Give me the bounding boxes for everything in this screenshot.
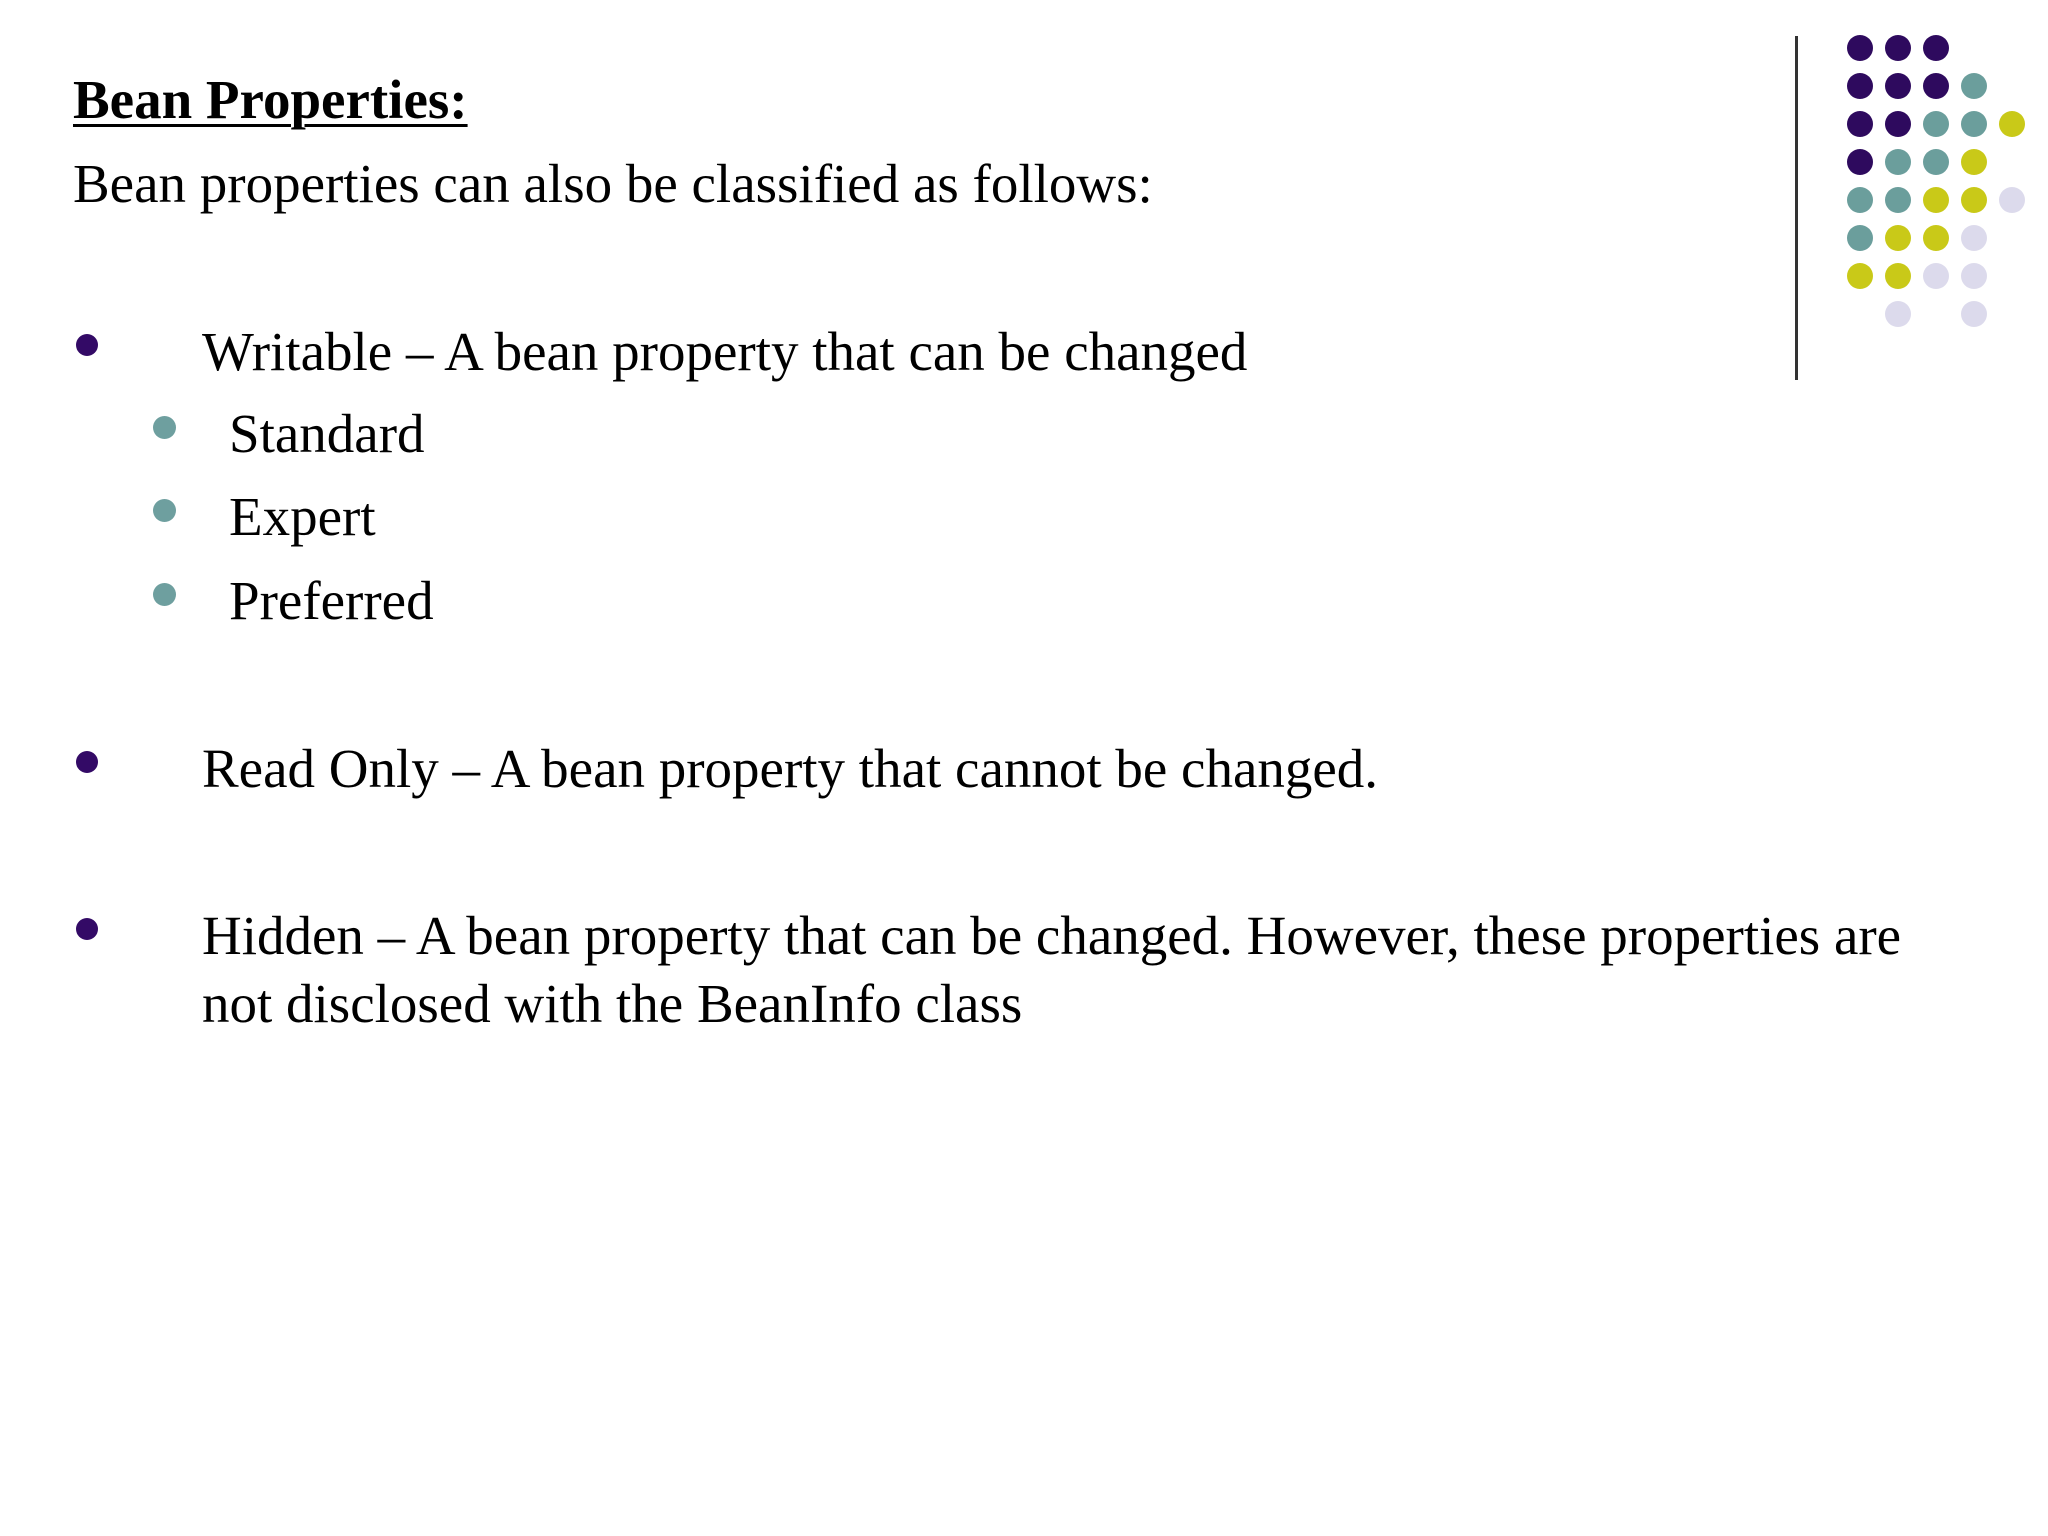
decorative-dot (1923, 149, 1949, 175)
bullet-text: Read Only – A bean property that cannot be changed. (202, 738, 1379, 799)
decorative-dot (1961, 225, 1987, 251)
intro-text: Bean properties can also be classified as follows: (73, 153, 1153, 214)
bullet-text: Writable – A bean property that can be changed (202, 321, 1248, 382)
bullet-dot-icon (76, 751, 98, 773)
sub-bullet-dot-icon (153, 499, 176, 522)
decorative-dot (1961, 301, 1987, 327)
decorative-dot (1961, 263, 1987, 289)
bullet-dot-icon (76, 918, 98, 940)
decorative-dot (1961, 111, 1987, 137)
decorative-dot (1885, 187, 1911, 213)
decorative-dot (1961, 187, 1987, 213)
decorative-dot (1923, 187, 1949, 213)
decorative-dot (1885, 263, 1911, 289)
decorative-dot (1923, 263, 1949, 289)
sub-bullet-text: Expert (229, 486, 376, 547)
decorative-dot (1923, 73, 1949, 99)
decorative-dot (1847, 149, 1873, 175)
decorative-dot (1847, 187, 1873, 213)
decorative-dot (1847, 225, 1873, 251)
decorative-dot (1885, 35, 1911, 61)
decorative-dot (1999, 111, 2025, 137)
decorative-dot (1999, 187, 2025, 213)
decorative-dot (1961, 73, 1987, 99)
decorative-dot (1923, 35, 1949, 61)
bullet-dot-icon (76, 334, 98, 356)
decorative-dot (1885, 225, 1911, 251)
decorative-dot (1885, 301, 1911, 327)
decorative-dot (1847, 35, 1873, 61)
decorative-dot (1923, 225, 1949, 251)
decorative-dot (1847, 111, 1873, 137)
divider-line (1795, 36, 1798, 380)
sub-bullet-dot-icon (153, 583, 176, 606)
sub-bullet-text: Standard (229, 403, 425, 464)
sub-bullet-text: Preferred (229, 570, 434, 631)
decorative-dot (1885, 111, 1911, 137)
decorative-dot (1847, 73, 1873, 99)
decorative-dot (1847, 263, 1873, 289)
decorative-dot (1961, 149, 1987, 175)
decorative-dot (1885, 149, 1911, 175)
bullet-text: Hidden – A bean property that can be changed. However, these properties are not disclosed with the BeanInfo class (202, 905, 1902, 1034)
decorative-dot (1923, 111, 1949, 137)
decorative-dot (1885, 73, 1911, 99)
slide-title: Bean Properties: (73, 69, 468, 130)
sub-bullet-dot-icon (153, 416, 176, 439)
